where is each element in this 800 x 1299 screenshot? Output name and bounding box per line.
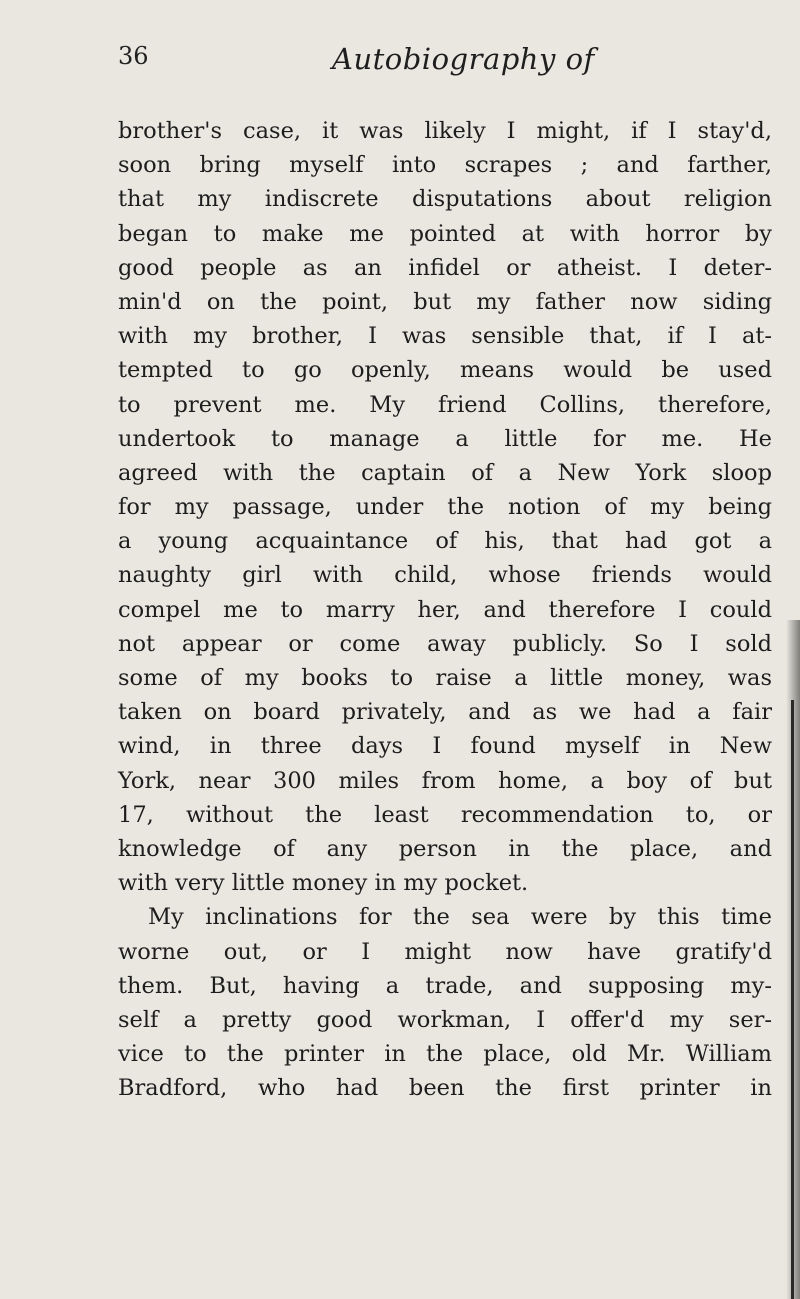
- text-line: compel me to marry her, and therefore I could: [118, 596, 772, 623]
- text-line: Bradford, who had been the first printer in: [118, 1075, 772, 1102]
- running-head: [0, 42, 800, 82]
- text-line: vice to the printer in the place, old Mr. William: [118, 1041, 772, 1068]
- text-line: good people as an infidel or atheist. I deter-: [118, 254, 772, 281]
- text-line: not appear or come away publicly. So I sold: [118, 630, 772, 657]
- text-line: for my passage, under the notion of my being: [118, 494, 772, 521]
- body-text: [118, 114, 772, 1105]
- text-line: them. But, having a trade, and supposing my-: [118, 972, 772, 999]
- text-line: that my indiscrete disputations about religion: [118, 186, 772, 213]
- page-number: 36: [118, 42, 149, 70]
- text-line: brother's case, it was likely I might, if I stay'd,: [118, 118, 772, 144]
- text-line: min'd on the point, but my father now siding: [118, 288, 772, 315]
- text-line: agreed with the captain of a New York sloop: [118, 459, 772, 486]
- text-line: 17, without the least recommendation to, or: [118, 801, 772, 828]
- page-edge-line: [791, 700, 794, 1299]
- text-line: tempted to go openly, means would be used: [118, 357, 772, 384]
- paragraph-start-line: My inclinations for the sea were by this time: [148, 904, 772, 931]
- running-title: Autobiography of: [332, 42, 595, 76]
- text-line: knowledge of any person in the place, and: [118, 835, 772, 862]
- text-line: taken on board privately, and as we had a fair: [118, 699, 772, 726]
- text-line: undertook to manage a little for me. He: [118, 425, 772, 452]
- text-line: began to make me pointed at with horror by: [118, 220, 772, 247]
- text-line: self a pretty good workman, I offer'd my ser-: [118, 1006, 772, 1033]
- text-line: with my brother, I was sensible that, if I at-: [118, 323, 772, 350]
- text-line: with very little money in my pocket.: [118, 870, 529, 897]
- text-line: some of my books to raise a little money, was: [118, 665, 772, 691]
- text-line: wind, in three days I found myself in New: [118, 733, 772, 760]
- text-line: a young acquaintance of his, that had got a: [118, 528, 772, 555]
- text-line: York, near 300 miles from home, a boy of but: [118, 767, 772, 794]
- text-line: to prevent me. My friend Collins, therefore,: [118, 391, 772, 418]
- text-line: soon bring myself into scrapes ; and farther,: [118, 152, 772, 179]
- text-line: worne out, or I might now have gratify'd: [118, 938, 772, 965]
- text-line: naughty girl with child, whose friends would: [118, 562, 772, 589]
